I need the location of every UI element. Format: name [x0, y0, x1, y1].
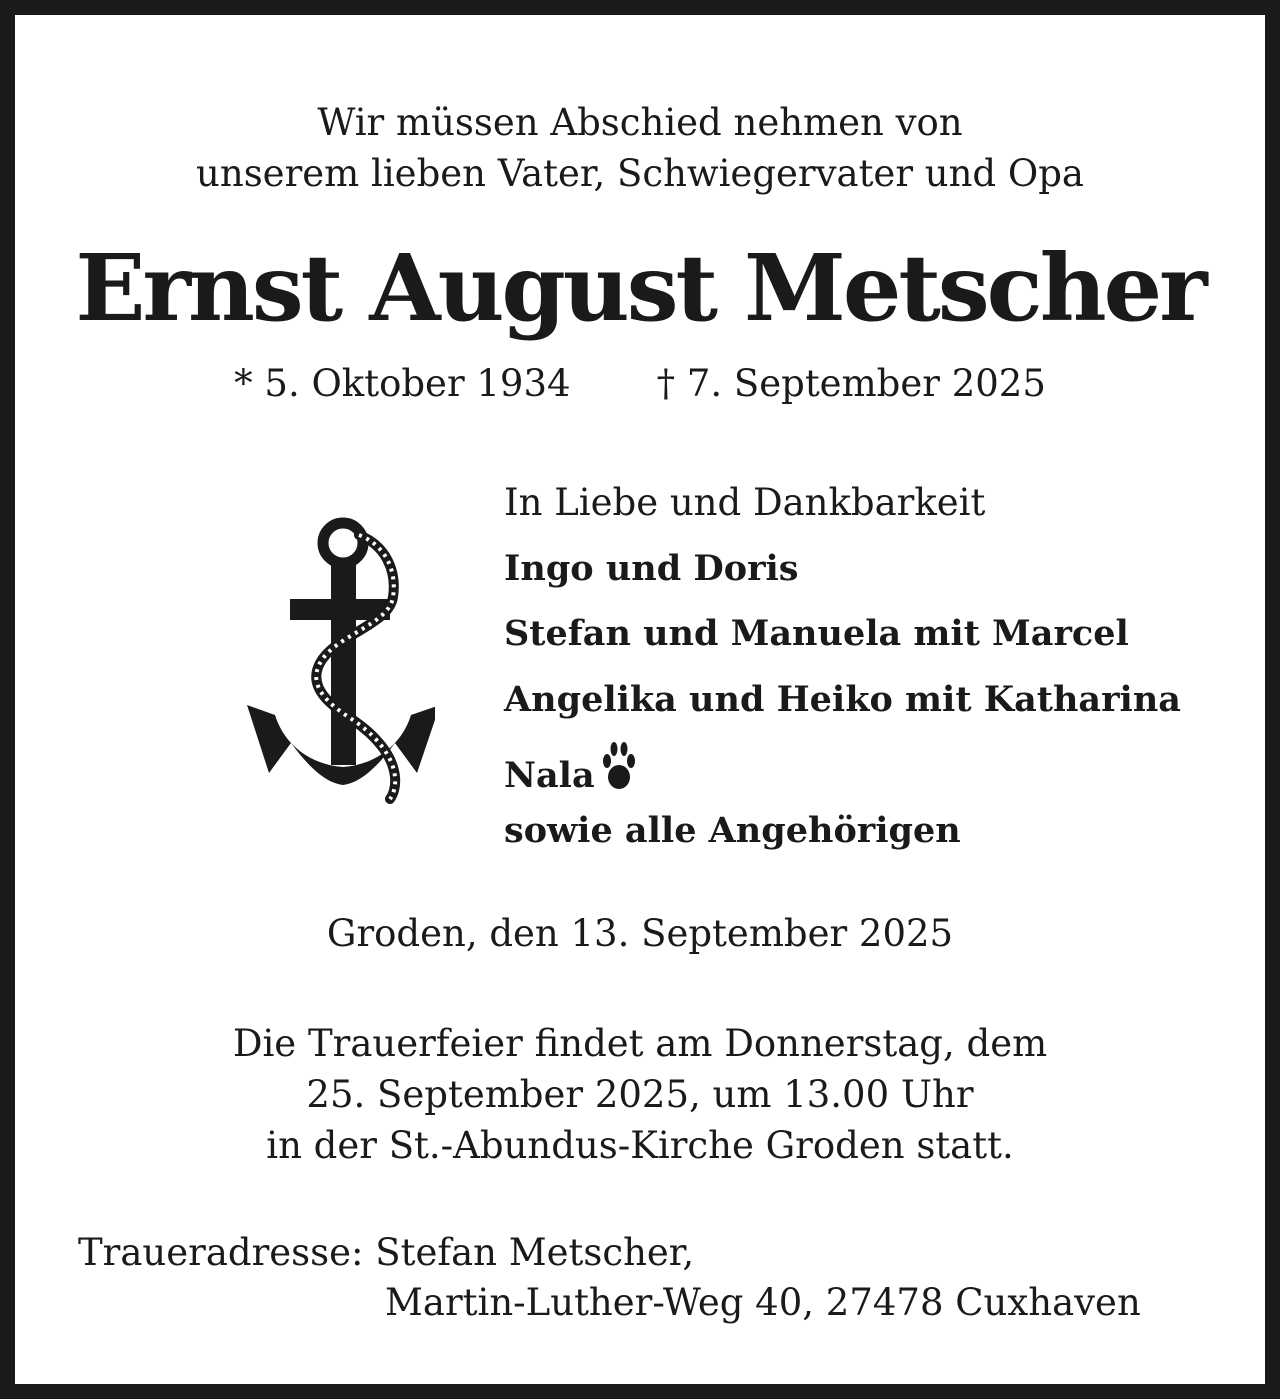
funeral-service-info	[15, 1018, 1265, 1171]
mourning-address	[78, 1228, 1141, 1328]
family-signatures	[504, 475, 1181, 868]
paw-print-icon	[601, 737, 637, 793]
family-member: Angelika und Heiko mit Katharina	[504, 678, 1181, 720]
birth-date: * 5. Oktober 1934	[234, 362, 571, 405]
anchor-with-rope-icon	[235, 515, 435, 805]
obituary-notice	[15, 15, 1265, 1384]
address-line-1: Traueradresse: Stefan Metscher,	[78, 1231, 695, 1274]
family-member: Ingo und Doris	[504, 547, 799, 589]
deceased-name: Ernst August Metscher	[75, 234, 1205, 342]
family-closing: sowie alle Angehörigen	[504, 809, 961, 851]
intro-line-2: unserem lieben Vater, Schwiegervater und Opa	[196, 152, 1084, 195]
family-member: Stefan und Manuela mit Marcel	[504, 613, 1129, 654]
life-dates	[15, 359, 1265, 409]
intro-line-1: Wir müssen Abschied nehmen von	[317, 101, 963, 144]
service-line-3: in der St.-Abundus-Kirche Groden statt.	[266, 1124, 1014, 1167]
family-heading: In Liebe und Dankbarkeit	[504, 481, 986, 524]
address-line-2: Martin-Luther-Weg 40, 27478 Cuxhaven	[385, 1281, 1141, 1324]
intro-text	[15, 97, 1265, 199]
death-date: † 7. September 2025	[656, 362, 1046, 405]
place-and-date: Groden, den 13. September 2025	[326, 912, 954, 955]
pet-name: Nala	[504, 755, 595, 796]
service-line-1: Die Trauerfeier findet am Donnerstag, dem	[232, 1022, 1048, 1065]
service-line-2: 25. September 2025, um 13.00 Uhr	[306, 1073, 974, 1116]
family-member-pet	[504, 737, 1181, 803]
